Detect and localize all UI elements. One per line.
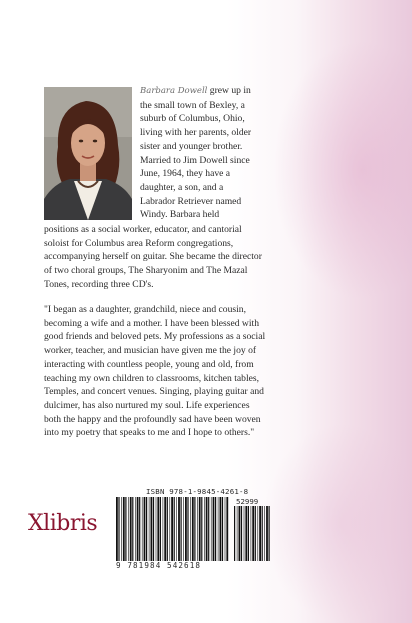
barcode-bar (206, 497, 208, 561)
addon-barcode-bars (234, 506, 270, 561)
barcode-bar (237, 506, 238, 561)
bio-intro-text: grew up in the small town of Bexley, a suburb of Columbus, Ohio, living with her parents, older sister and younger brother. Married to Jim Dowell since June, 1964, they have a daughter, a son, and a Labrador Retriever named Windy. Barbara held (140, 85, 252, 221)
barcode-bar (146, 497, 147, 561)
barcode-bar (135, 497, 136, 561)
barcode-bar (156, 497, 157, 561)
barcode-bar (220, 497, 222, 561)
barcode-bar (174, 497, 175, 561)
background-glow-top (272, 40, 412, 300)
author-bio-intro (140, 84, 260, 222)
barcode-bar (199, 497, 201, 561)
barcode-bar (139, 497, 140, 561)
barcode-bar (123, 497, 125, 561)
barcode-bar (125, 497, 126, 561)
barcode-bar (239, 506, 241, 561)
barcode-bar (183, 497, 184, 561)
barcode-bar (164, 497, 166, 561)
barcode-bar (128, 497, 129, 561)
barcode-bar (185, 497, 187, 561)
barcode-bar (226, 497, 228, 561)
barcode-bar (213, 497, 215, 561)
barcode-bar (259, 506, 261, 561)
background-glow-bottom (262, 423, 412, 623)
price-addon-number: 52999 (236, 497, 259, 506)
barcode-bar (194, 497, 195, 561)
barcode-bar (130, 497, 132, 561)
publisher-logo: Xlibris (28, 511, 98, 536)
barcode-bar (144, 497, 146, 561)
barcode-bar (255, 506, 256, 561)
barcode-bar (258, 506, 259, 561)
barcode-bar (187, 497, 188, 561)
barcode-bar (262, 506, 263, 561)
barcode-bar (121, 497, 122, 561)
barcode-bar (167, 497, 168, 561)
barcode-bar (171, 497, 173, 561)
barcode (116, 487, 272, 575)
author-name: Barbara Dowell (140, 86, 208, 96)
barcode-bar (132, 497, 133, 561)
barcode-bar (248, 506, 249, 561)
barcode-bar (241, 506, 242, 561)
ean-digits: 9 781984 542618 (116, 561, 202, 570)
barcode-bar (266, 506, 268, 561)
author-quote: "I began as a daughter, grandchild, niece and cousin, becoming a wife and a mother. I have been blessed with good friends and beloved pets. My professions as a social worker, teacher, and musician have given me the joy of interacting with countless people, young and old, from teaching my own children to classrooms, kitchen tables, Temples, and concert venues. Singing, playing guitar and dulcimer, has also nurtured my soul. Life experiences both the happy and the profoundly sad have been woven into my poetry that speaks to me and I hope to others." (44, 304, 266, 439)
barcode-bar (251, 506, 252, 561)
barcode-bar (225, 497, 226, 561)
barcode-bar (157, 497, 159, 561)
barcode-bar (160, 497, 161, 561)
barcode-bar (218, 497, 219, 561)
barcode-bar (192, 497, 194, 561)
barcode-bar (252, 506, 254, 561)
author-photo (44, 87, 132, 220)
barcode-bar (197, 497, 198, 561)
ean-barcode-bars (116, 497, 229, 561)
barcode-bar (208, 497, 209, 561)
barcode-bar (151, 497, 153, 561)
barcode-bar (170, 497, 171, 561)
barcode-bar (245, 506, 247, 561)
author-bio-continued: positions as a social worker, educator, and cantorial soloist for Columbus area Reform congregations, accompanying herself on guitar. She became the director of two choral groups, The Sharyonim and The Mazal Tones, recording three CD's. (44, 224, 262, 290)
barcode-bar (244, 506, 245, 561)
barcode-bar (215, 497, 216, 561)
barcode-bar (118, 497, 119, 561)
barcode-bar (222, 497, 223, 561)
barcode-bar (176, 497, 177, 561)
barcode-bar (264, 506, 265, 561)
barcode-bar (204, 497, 205, 561)
barcode-bar (181, 497, 182, 561)
barcode-bar (201, 497, 202, 561)
barcode-bar (137, 497, 139, 561)
barcode-bar (153, 497, 154, 561)
barcode-bar (211, 497, 212, 561)
barcode-bar (178, 497, 180, 561)
barcode-bar (234, 506, 235, 561)
barcode-bar (142, 497, 143, 561)
barcode-bar (163, 497, 164, 561)
barcode-bar (149, 497, 150, 561)
isbn-text: ISBN 978-1-9845-4261-8 (146, 487, 249, 496)
barcode-bar (269, 506, 270, 561)
barcode-bar (190, 497, 191, 561)
barcode-bar (116, 497, 118, 561)
